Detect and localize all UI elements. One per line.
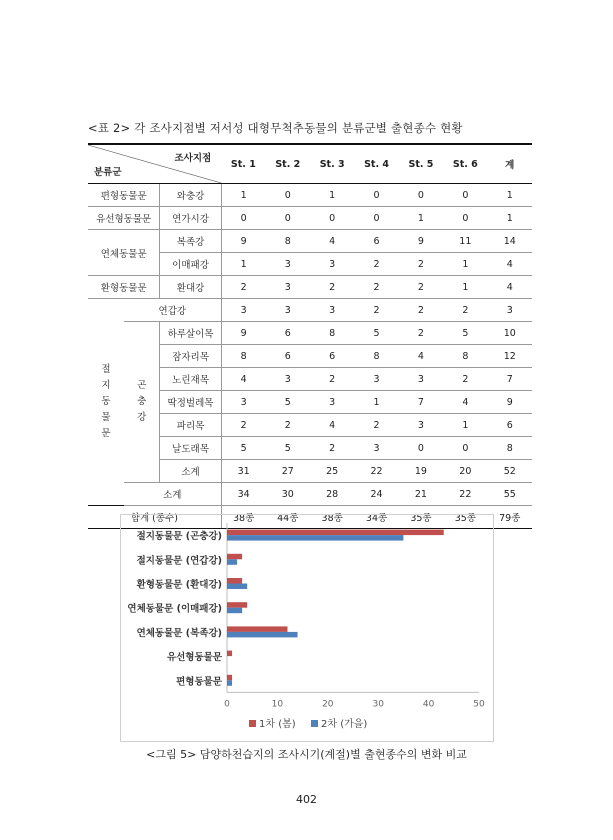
value-cell: 14 [488,230,532,253]
value-cell: 2 [310,437,354,460]
value-cell: 1 [488,207,532,230]
bar [227,559,237,565]
value-cell: 3 [266,253,310,276]
value-cell: 21 [399,483,443,506]
value-cell: 8 [310,322,354,345]
value-cell: 8 [443,345,487,368]
value-cell: 2 [399,322,443,345]
bar [227,675,232,681]
value-cell: 25 [310,460,354,483]
value-cell: 0 [399,184,443,207]
value-cell: 0 [310,207,354,230]
order-cell: 잠자리목 [160,345,221,368]
station-header: St. 4 [354,144,398,184]
x-tick-label: 30 [372,699,384,710]
value-cell: 4 [443,391,487,414]
value-cell: 3 [266,368,310,391]
value-cell: 2 [354,253,398,276]
value-cell: 1 [399,207,443,230]
class-vertical-cell [124,322,160,483]
value-cell: 3 [399,414,443,437]
value-cell: 28 [310,483,354,506]
category-label: 연체동물문 (복족강) [136,627,222,639]
value-cell: 52 [488,460,532,483]
value-cell: 2 [310,368,354,391]
value-cell: 5 [354,322,398,345]
value-cell: 2 [443,368,487,391]
value-cell: 6 [488,414,532,437]
value-cell: 0 [266,184,310,207]
total-cell: 38종 [310,506,354,529]
header-taxon-label: 분류군 [94,167,122,178]
class-cell: 와충강 [160,184,221,207]
bar [227,626,287,632]
phylum-vertical-label: 절지동물문 [101,364,111,439]
value-cell: 3 [221,299,265,322]
value-cell: 0 [354,207,398,230]
value-cell: 34 [221,483,265,506]
category-label: 절지동물문 (곤충강) [136,531,222,543]
value-cell: 1 [443,414,487,437]
total-cell: 35종 [399,506,443,529]
value-cell: 2 [221,276,265,299]
value-cell: 6 [310,345,354,368]
value-cell: 1 [310,184,354,207]
value-cell: 20 [443,460,487,483]
x-tick-label: 10 [271,699,284,710]
total-cell: 44종 [266,506,310,529]
value-cell: 3 [266,299,310,322]
value-cell: 1 [488,184,532,207]
bar [227,554,242,560]
value-cell: 2 [399,253,443,276]
value-cell: 10 [488,322,532,345]
figure-caption: <그림 5> 담양하천습지의 조사시기(계절)별 출현종수의 변화 비교 [146,748,467,761]
category-label: 유선형동물문 [166,652,222,664]
species-table [88,143,532,529]
value-cell: 3 [354,368,398,391]
value-cell: 0 [354,184,398,207]
x-tick-label: 40 [422,699,435,710]
value-cell: 6 [266,322,310,345]
subtotal-label-cell: 소계 [124,483,221,506]
phylum-vertical-cell [88,299,124,506]
value-cell: 8 [488,437,532,460]
class-cell: 복족강 [160,230,221,253]
total-header: 계 [488,144,532,184]
class-cell: 연갑강 [124,299,221,322]
value-cell: 2 [354,299,398,322]
class-vertical-label: 곤충강 [137,380,147,423]
value-cell: 9 [221,230,265,253]
x-tick-label: 50 [473,699,485,710]
phylum-cell: 유선형동물문 [88,207,160,230]
value-cell: 4 [310,414,354,437]
legend-swatch [249,720,256,727]
value-cell: 2 [310,276,354,299]
value-cell: 22 [354,460,398,483]
bar [227,680,232,686]
header-diagonal-cell [88,144,221,184]
value-cell: 0 [266,207,310,230]
station-header: St. 2 [266,144,310,184]
station-header: St. 6 [443,144,487,184]
legend-swatch [311,720,318,727]
value-cell: 24 [354,483,398,506]
table-row [88,299,532,322]
legend-label: 1차 (봄) [259,719,296,730]
total-cell: 35종 [443,506,487,529]
order-cell: 노린재목 [160,368,221,391]
table-row [88,207,532,230]
value-cell: 4 [221,368,265,391]
total-cell: 34종 [354,506,398,529]
legend-label: 2차 (가을) [321,719,368,730]
value-cell: 27 [266,460,310,483]
value-cell: 3 [266,276,310,299]
value-cell: 12 [488,345,532,368]
value-cell: 3 [310,299,354,322]
value-cell: 3 [354,437,398,460]
value-cell: 3 [221,391,265,414]
x-tick-label: 20 [322,699,334,710]
table-row [88,483,532,506]
phylum-cell: 연체동물문 [88,230,160,276]
value-cell: 8 [354,345,398,368]
value-cell: 2 [399,299,443,322]
x-tick-label: 0 [224,699,230,710]
value-cell: 19 [399,460,443,483]
value-cell: 7 [488,368,532,391]
phylum-cell: 편형동물문 [88,184,160,207]
value-cell: 3 [310,253,354,276]
value-cell: 30 [266,483,310,506]
bar [227,651,232,657]
page-number: 402 [296,793,317,806]
class-cell: 연가시강 [160,207,221,230]
subtotal-label-cell: 소계 [160,460,221,483]
value-cell: 7 [399,391,443,414]
value-cell: 3 [310,391,354,414]
value-cell: 0 [221,207,265,230]
value-cell: 11 [443,230,487,253]
value-cell: 8 [266,230,310,253]
class-cell: 이매패강 [160,253,221,276]
bar [227,578,242,584]
value-cell: 6 [354,230,398,253]
category-label: 연체동물문 (이매패강) [127,603,222,615]
value-cell: 1 [221,253,265,276]
bar [227,602,247,608]
value-cell: 0 [443,207,487,230]
table-row [88,230,532,253]
value-cell: 1 [354,391,398,414]
station-header: St. 3 [310,144,354,184]
value-cell: 0 [443,437,487,460]
value-cell: 5 [443,322,487,345]
table-row [88,184,532,207]
value-cell: 5 [221,437,265,460]
table-caption: <표 2> 각 조사지점별 저서성 대형무척추동물의 분류군별 출현종수 현황 [88,121,463,135]
value-cell: 4 [310,230,354,253]
value-cell: 9 [399,230,443,253]
chart-frame [120,514,494,742]
header-station-label: 조사지점 [174,153,212,164]
value-cell: 2 [354,414,398,437]
total-cell: 79종 [488,506,532,529]
value-cell: 4 [488,253,532,276]
value-cell: 0 [399,437,443,460]
order-cell: 파리목 [160,414,221,437]
order-cell: 날도래목 [160,437,221,460]
header-row [88,144,532,184]
value-cell: 1 [221,184,265,207]
value-cell: 1 [443,253,487,276]
bar [227,530,444,536]
value-cell: 2 [266,414,310,437]
table-row [88,276,532,299]
class-cell: 환대강 [160,276,221,299]
category-label: 환형동물문 (환대강) [136,579,222,591]
phylum-cell: 환형동물문 [88,276,160,299]
category-label: 편형동물문 [176,676,222,688]
table-row [88,322,532,345]
value-cell: 1 [443,276,487,299]
order-cell: 딱정벌레목 [160,391,221,414]
bar [227,632,298,638]
bar [227,584,247,590]
value-cell: 8 [221,345,265,368]
value-cell: 55 [488,483,532,506]
value-cell: 3 [488,299,532,322]
bar [227,608,242,614]
bar [227,535,403,541]
value-cell: 2 [443,299,487,322]
bar-chart [121,515,493,741]
value-cell: 9 [221,322,265,345]
value-cell: 0 [443,184,487,207]
total-cell: 38종 [221,506,265,529]
value-cell: 4 [399,345,443,368]
category-label: 절지동물문 (연갑강) [136,555,222,567]
station-header: St. 1 [221,144,265,184]
value-cell: 9 [488,391,532,414]
value-cell: 5 [266,437,310,460]
value-cell: 2 [221,414,265,437]
order-cell: 하루살이목 [160,322,221,345]
value-cell: 5 [266,391,310,414]
value-cell: 31 [221,460,265,483]
total-label-cell: 합계 (종수) [88,506,221,529]
value-cell: 3 [399,368,443,391]
value-cell: 2 [399,276,443,299]
station-header: St. 5 [399,144,443,184]
value-cell: 6 [266,345,310,368]
value-cell: 22 [443,483,487,506]
value-cell: 4 [488,276,532,299]
value-cell: 2 [354,276,398,299]
